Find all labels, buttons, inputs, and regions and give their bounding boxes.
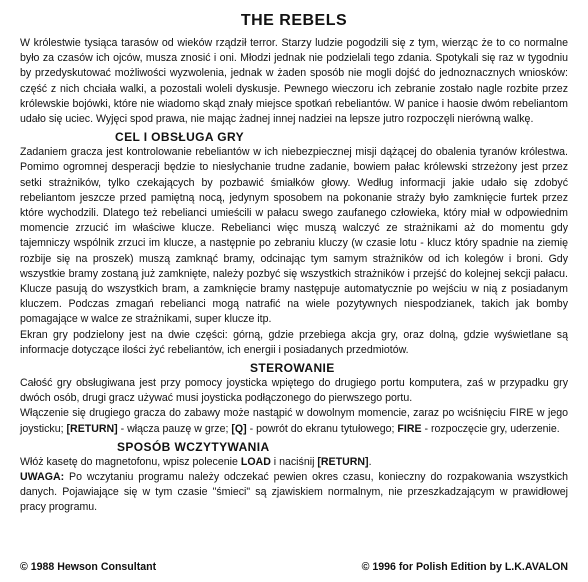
copyright-original: © 1988 Hewson Consultant — [20, 561, 157, 573]
controls-keys-paragraph — [20, 406, 568, 436]
controls-text-c: - powrót do ekranu tytułowego; — [246, 422, 398, 435]
loading-text-c: . — [368, 455, 372, 468]
controls-text-d: - rozpoczęcie gry, uderzenie. — [421, 422, 560, 435]
section-heading-goal: CEL I OBSŁUGA GRY — [115, 130, 245, 145]
goal-paragraph: Zadaniem gracza jest kontrolowanie rebeliantów w ich niebezpiecznej misji dążącej do obalenia tyranów królestwa. Pomimo ogromnej desperacji będzie to niesłychanie trudne zadanie, bowiem pałac królewski strzeżony jest przez setki strażników, tylko czekających by pozbawić śmiałków głowy. Według informacji jakie udało się zdobyć rebeliantom jeszcze przed pamiętną nocą, jedynym sposobem na pokonanie straży było zamknięcie furtek przez które wychodzili. Dlatego też rebelianci umieścili w pałacu swego zaufanego człowieka, który miał w odpowiednim momencie zrzucić im właściwe klucze. Rebelianci więc muszą walczyć ze strażnikami aż do momentu gdy tajemniczy wspólnik zrzuci im klucze, a następnie po zebraniu kluczy (w czasie lotu - klucz który spadnie na ziemię rozbije się na proszek) muszą zamknąć bramy, odcinając tym samym strażników od ich kolegów i broni. Gdy wszystkie bramy zostaną już zamknięte, należy pozbyć się wszystkich strażników i przejść do kolejnej sekcji pałacu. Klucze pasują do wszystkich bram, a zamknięcie bramy następuje automatycznie po wejściu w nią z posiadanym kluczem. Podczas zmagań rebelianci mogą natrafić na wiele pozytywnych niespodzianek, takich jak bomby pomagające w walce ze strażnikami, super klucze itp. — [20, 146, 568, 326]
note-paragraph — [20, 470, 568, 516]
key-q: [Q] — [231, 422, 247, 435]
screen-paragraph: Ekran gry podzielony jest na dwie części: górną, gdzie przebiega akcja gry, oraz dolną, gdzie wyświetlane są informacje dotyczące ilości żyć rebeliantów, ich energii i posiadanych przedmiotów. — [20, 328, 568, 356]
command-load: LOAD — [240, 455, 271, 468]
controls-text-a: Włączenie się drugiego gracza do zabawy może nastąpić w dowolnym momencie, zaraz po wciśnięciu FIRE w jego joysticku; — [20, 407, 568, 435]
key-fire: FIRE — [397, 422, 422, 435]
footer — [20, 561, 568, 573]
loading-text-a: Włóż kasetę do magnetofonu, wpisz polecenie — [20, 455, 241, 468]
intro-paragraph: W królestwie tysiąca tarasów od wieków rządził terror. Starzy ludzie pogodzili się z tym, wierząc że to co normalne było za czasów ich ojców, musza znosić i oni. Młodzi jednak nie podzielali tego zdania. Spotykali się raz w tygodniu by przedyskutować możliwości wyzwolenia, jednak w żaden sposób nie mogli dojść do jednoznacznych wniosków: część z nich chciała walki, a pozostali woleli dyskusje. Pewnego wieczoru ich zebranie zostało nagle rozbite przez królewskie bojówki, które nie wiadomo skąd znały miejsce spotkań rebeliantów. W panice i haosie dwóm rebeliantom udało się uciec. Wyjęci spod prawa, nie mając żadnej innej nadziei na lepsze jutro rozpoczęli nierówną walkę. — [20, 37, 568, 126]
key-return: [RETURN] — [66, 422, 118, 435]
copyright-polish-edition: © 1996 for Polish Edition by L.K.AVALON — [361, 561, 568, 573]
note-text: Po wczytaniu programu należy odczekać pewien okres czasu, konieczny do rozpakowania wszystkich danych. Pojawiające się w tym czasie "śmieci" są zjawiskiem normalnym, nie przeszkadzającym w prawidłowej pracy programu. — [20, 471, 568, 514]
loading-text-b: i naciśnij — [270, 455, 318, 468]
page-title: THE REBELS — [240, 12, 348, 29]
note-label: UWAGA: — [20, 471, 65, 484]
key-return-load: [RETURN] — [317, 455, 369, 468]
loading-paragraph — [20, 455, 568, 470]
controls-text-b: - włącza pauzę w grze; — [117, 422, 232, 435]
section-heading-controls: STEROWANIE — [250, 361, 335, 376]
controls-paragraph: Całość gry obsługiwana jest przy pomocy joysticka wpiętego do drugiego portu komputera, zaś w przypadku gry dwóch osób, drugi gracz używać musi joysticka podłączonego do pierwszego portu. — [20, 377, 568, 405]
section-heading-loading: SPOSÓB WCZYTYWANIA — [117, 439, 270, 454]
